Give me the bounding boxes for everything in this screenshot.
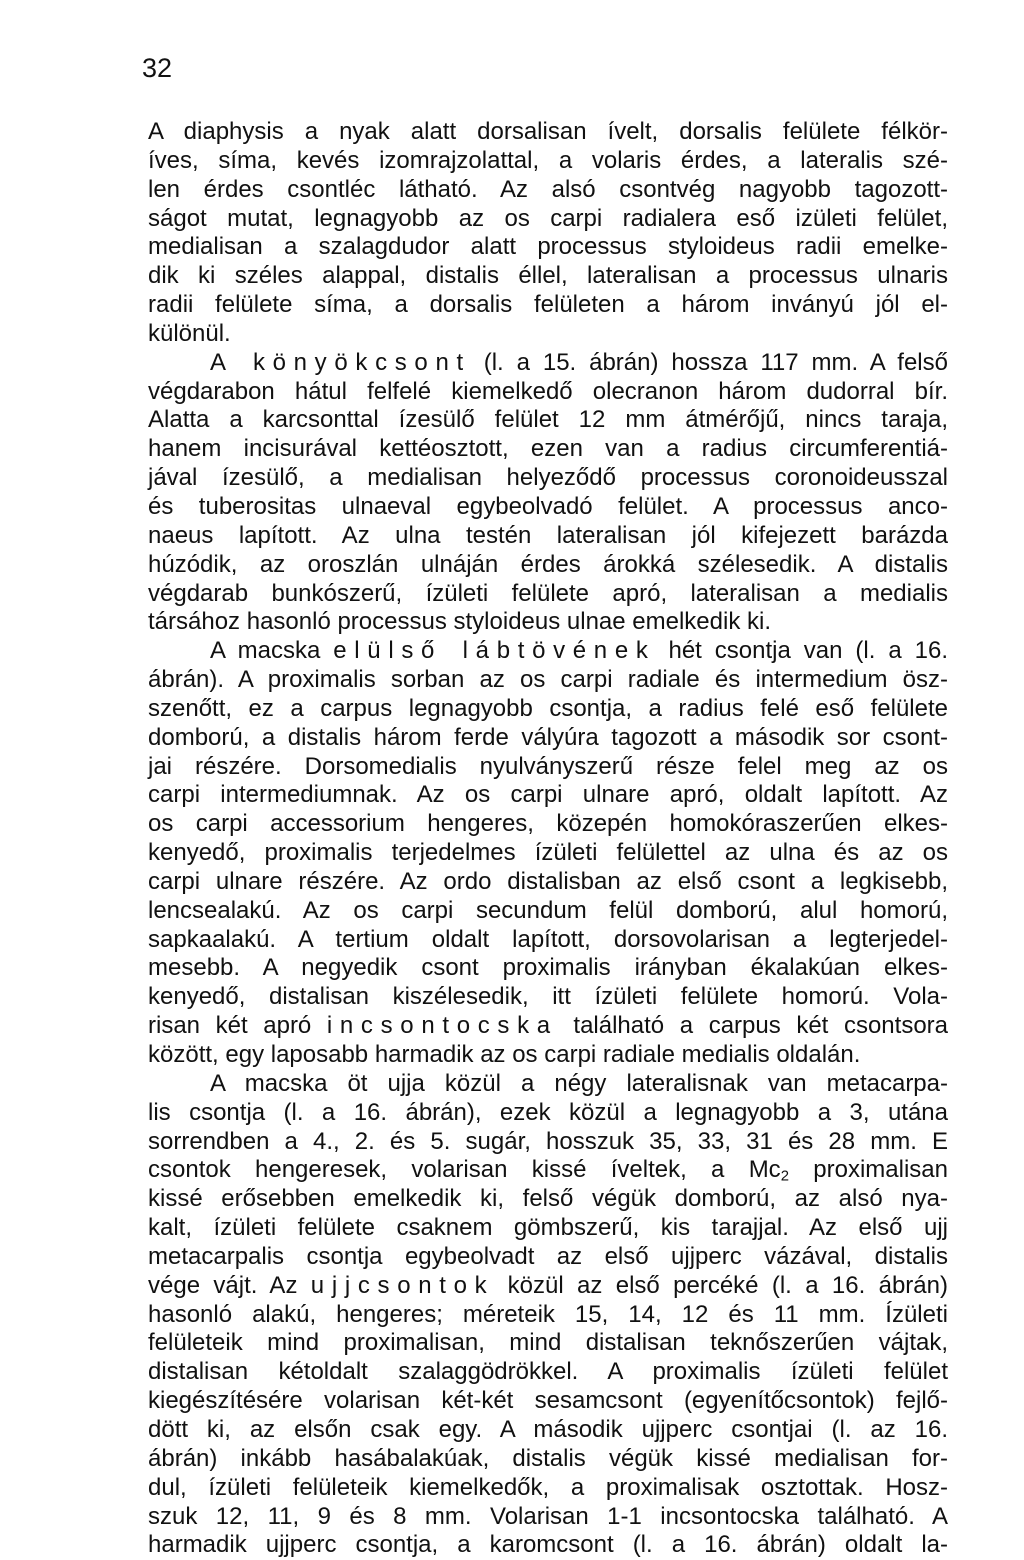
text-line: A macska öt ujja közül a négy lateralisnak van metacarpa- (210, 1069, 948, 1097)
text-line: dött ki, az elsőn csak egy. A második ujjperc csontjai (l. az 16. (148, 1415, 948, 1443)
text-line: kenyedő, distalisan kiszélesedik, itt ízületi felülete homorú. Vola- (148, 983, 948, 1011)
text-segment: csontok hengeresek, volarisan kissé íveltek, a Mc (148, 1156, 781, 1184)
text-line: kalt, ízületi felülete csaknem gömbszerű, kis tarajjal. Az első ujj (148, 1214, 948, 1242)
text-line: sapkaalakú. A tertium oldalt lapított, dorsovolarisan a legterjedel- (148, 925, 948, 953)
text-line (148, 637, 948, 666)
text-line: végdarabon hátul felfelé kiemelkedő olecranon három dudorral bír. (148, 377, 948, 405)
text-line: radii felülete síma, a dorsalis felületen a három inványú jól el- (148, 291, 948, 319)
text-line: szenőtt, ez a carpus legnagyobb csontja, a radius felé eső felülete (148, 694, 948, 722)
text-line: és tuberositas ulnaeval egybeolvadó felület. A processus anco- (148, 492, 948, 520)
text-segment: risan két apró (148, 1012, 327, 1040)
text-line: kissé erősebben emelkedik ki, felső végük domború, az alsó nya- (148, 1185, 948, 1213)
text-line: dul, ízületi felületeik kiemelkedők, a proximalisak osztottak. Hosz- (148, 1473, 948, 1501)
text-line: carpi ulnare részére. Az ordo distalisban az első csont a legkisebb, (148, 867, 948, 895)
text-line: végdarab bunkószerű, ízületi felülete apró, lateralisan a medialis (148, 579, 948, 607)
text-line: dik ki széles alappal, distalis éllel, lateralisan a processus ulnaris (148, 262, 948, 290)
text-line: szuk 12, 11, 9 és 8 mm. Volarisan 1-1 incsontocska található. A (148, 1502, 948, 1530)
body-text (148, 118, 948, 1560)
text-line: hasonló alakú, hengeres; méreteik 15, 14, 12 és 11 mm. Ízületi (148, 1300, 948, 1328)
text-segment: (l. a 15. ábrán) hossza 117 mm. A felső (470, 348, 948, 376)
subscript: 2 (780, 1169, 789, 1186)
text-segment: vége vájt. Az (148, 1271, 311, 1299)
text-line: kiegészítésére volarisan két-két sesamcsont (egyenítőcsontok) fejlő- (148, 1387, 948, 1415)
text-segment: proximalisan (788, 1156, 948, 1184)
text-line: ábrán) inkább hasábalakúak, distalis végük kissé medialisan for- (148, 1444, 948, 1472)
text-line: között, egy laposabb harmadik az os carpi radiale medialis oldalán. (148, 1041, 861, 1068)
text-line: hanem incisurával kettéosztott, ezen van a radius circumferentiá- (148, 435, 948, 463)
text-line: ábrán). A proximalis sorban az os carpi radiale és intermedium ösz- (148, 666, 948, 694)
spaced-term: incsontocska (326, 1012, 558, 1040)
text-line (148, 1012, 948, 1041)
text-line: íves, síma, kevés izomrajzolattal, a volaris érdes, a lateralis szé- (148, 146, 948, 174)
text-line: naeus lapított. Az ulna testén lateralisan jól kifejezett barázda (148, 521, 948, 549)
text-line: domború, a distalis három ferde vályúra tagozott a második sor csont- (148, 723, 948, 751)
text-line (148, 1156, 948, 1185)
text-line: mesebb. A negyedik csont proximalis irányban ékalakúan elkes- (148, 954, 948, 982)
text-line: lis csontja (l. a 16. ábrán), ezek közül a legnagyobb a 3, utána (148, 1098, 948, 1126)
text-line: jai részére. Dorsomedialis nyulványszerű része felel meg az os (148, 752, 948, 780)
text-line: A diaphysis a nyak alatt dorsalisan ívelt, dorsalis felülete félkör- (148, 118, 948, 145)
text-line: medialisan a szalagdudor alatt processus styloideus radii emelke- (148, 233, 948, 261)
text-line: lencsealakú. Az os carpi secundum felül domború, alul homorú, (148, 896, 948, 924)
text-line: jával ízesülő, a medialisan helyeződő processus coronoideusszal (148, 464, 948, 492)
text-line: Alatta a karcsonttal ízesülő felület 12 mm átmérőjű, nincs taraja, (148, 406, 948, 434)
text-segment: A macska (210, 637, 334, 665)
spaced-term: A könyökcsont (210, 348, 471, 376)
text-line: metacarpalis csontja egybeolvadt az első ujjperc vázával, distalis (148, 1242, 948, 1270)
text-line: len érdes csontléc látható. Az alsó csontvég nagyobb tagozott- (148, 175, 948, 203)
page-number: 32 (142, 53, 173, 83)
text-line (148, 349, 948, 378)
text-line: társához hasonló processus styloideus ulnae emelkedik ki. (148, 608, 772, 636)
spaced-term: elülső lábtövének (333, 637, 656, 665)
text-line: különül. (148, 319, 231, 347)
text-line: ságot mutat, legnagyobb az os carpi radialera eső izületi felület, (148, 204, 948, 232)
text-line: carpi intermediumnak. Az os carpi ulnare apró, oldalt lapított. Az (148, 781, 948, 809)
text-line: harmadik ujjperc csontja, a karomcsont (l. a 16. ábrán) oldalt la- (148, 1531, 948, 1559)
text-segment: hét csontja van (l. a 16. (655, 637, 948, 665)
text-segment: közül az első percéké (l. a 16. ábrán) (494, 1271, 948, 1299)
text-line: distalisan kétoldalt szalaggödrökkel. A proximalis ízületi felület (148, 1358, 948, 1386)
text-segment: található a carpus két csontsora (557, 1012, 949, 1040)
text-line: húzódik, az oroszlán ulnáján érdes árokká szélesedik. A distalis (148, 550, 948, 578)
text-line (148, 1272, 948, 1301)
text-line: sorrendben a 4., 2. és 5. sugár, hosszuk 35, 33, 31 és 28 mm. E (148, 1127, 948, 1155)
text-line: os carpi accessorium hengeres, közepén homokóraszerűen elkes- (148, 810, 948, 838)
text-line: felületeik mind proximalisan, mind distalisan teknőszerűen vájtak, (148, 1329, 948, 1357)
text-line: kenyedő, proximalis terjedelmes ízületi felülettel az ulna és az os (148, 839, 948, 867)
spaced-term: ujjcsontok (310, 1271, 495, 1299)
